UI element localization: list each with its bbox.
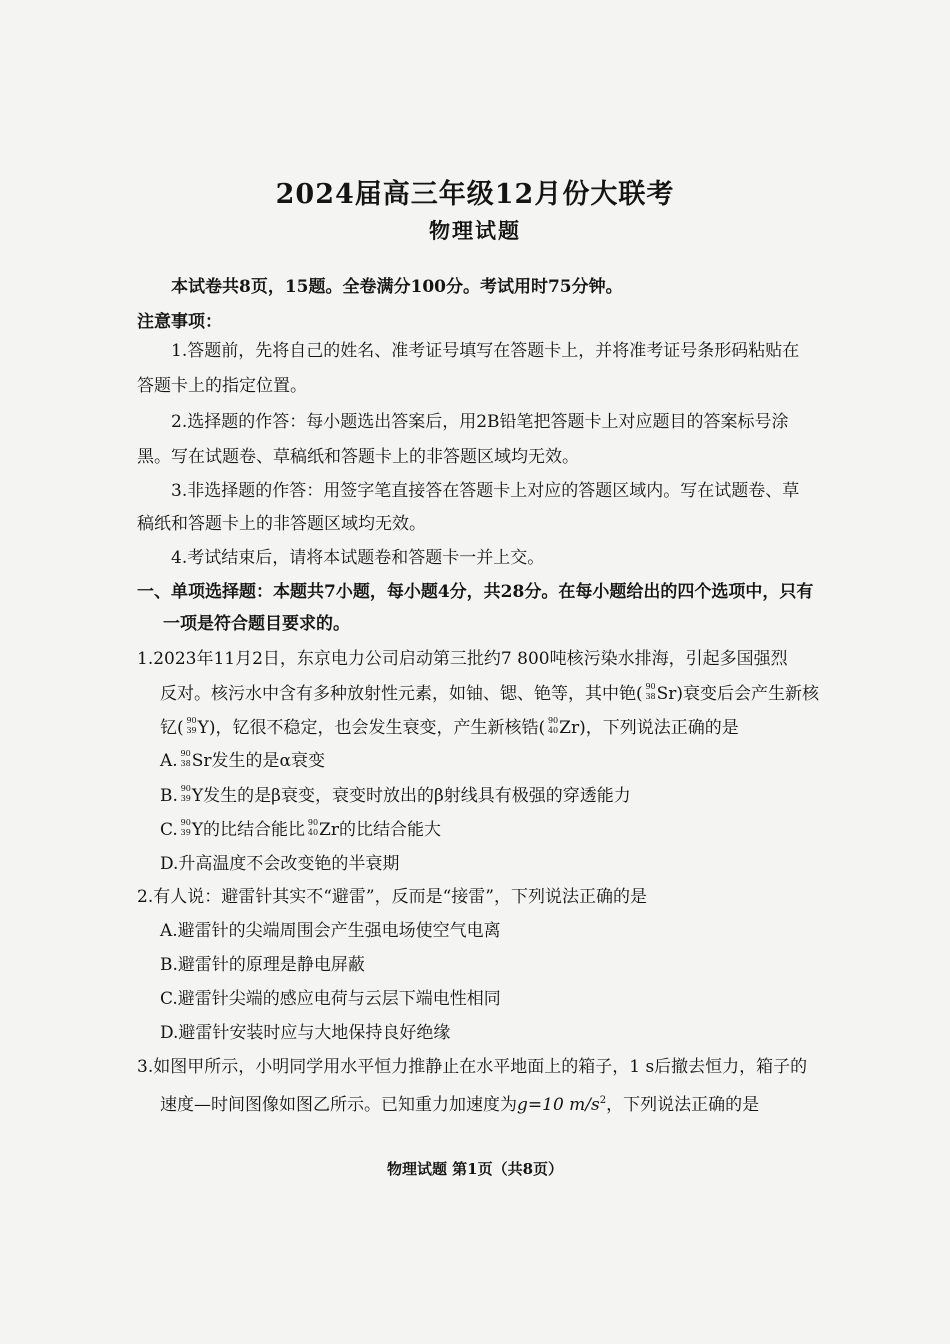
q1-stem-line-2: 反对。核污水中含有多种放射性元素，如铀、锶、铯等，其中铯( 90 38 Sr)衰变后会产生新核	[160, 682, 820, 704]
q2-stem: 2.有人说：避雷针其实不“避雷”，反而是“接雷”，下列说法正确的是	[137, 887, 647, 907]
exam-info: 本试卷共8页，15题。全卷满分100分。考试用时75分钟。	[171, 277, 623, 297]
q3-stem-line-1: 3.如图甲所示，小明同学用水平恒力推静止在水平地面上的箱子，1 s后撤去恒力，箱子的	[137, 1057, 808, 1077]
notice-item-4: 4.考试结束后，请将本试题卷和答题卡一并上交。	[171, 548, 545, 568]
section-heading-cont: 一项是符合题目要求的。	[163, 614, 350, 634]
q1-stem-line-3: 钇( 90 39 Y)，钇很不稳定，也会发生衰变，产生新核锆( 90 40 Zr)，下列说法正确的是	[160, 716, 739, 738]
notice-item-2: 2.选择题的作答：每小题选出答案后，用2B铅笔把答题卡上对应题目的答案标号涂	[171, 412, 789, 432]
q2-option-a: A.避雷针的尖端周围会产生强电场使空气电离	[160, 921, 501, 941]
q1-option-d: D.升高温度不会改变铯的半衰期	[160, 854, 400, 874]
q2-option-d: D.避雷针安装时应与大地保持良好绝缘	[160, 1023, 451, 1043]
page-footer: 物理试题 第1页（共8页）	[386, 1160, 564, 1178]
q1-option-c: C. 90 39 Y的比结合能比 90 40 Zr的比结合能大	[160, 818, 441, 840]
notice-item-3-cont: 稿纸和答题卡上的非答题区域均无效。	[137, 514, 426, 534]
notice-item-1-cont: 答题卡上的指定位置。	[137, 376, 307, 396]
notice-item-2-cont: 黑。写在试题卷、草稿纸和答题卡上的非答题区域均无效。	[137, 447, 579, 467]
q1-option-a: A. 90 38 Sr发生的是α衰变	[160, 749, 325, 771]
notice-item-3: 3.非选择题的作答：用签字笔直接答在答题卡上对应的答题区域内。写在试题卷、草	[171, 481, 800, 501]
isotope-y: 90 39	[186, 716, 197, 735]
q1-stem-line-1: 1.2023年11月2日，东京电力公司启动第三批约7 800吨核污染水排海，引起多国强烈	[137, 649, 788, 669]
page-subtitle: 物理试题	[429, 218, 521, 243]
q1-option-b: B. 90 39 Y发生的是β衰变，衰变时放出的β射线具有极强的穿透能力	[160, 784, 631, 806]
notice-item-1: 1.答题前，先将自己的姓名、准考证号填写在答题卡上，并将准考证号条形码粘贴在	[171, 341, 800, 361]
isotope-zr: 90 40	[547, 716, 559, 735]
q3-stem-line-2: 速度—时间图像如图乙所示。已知重力加速度为g=10 $m/s^2$，下列说法正确的是	[160, 1095, 760, 1115]
q2-option-b: B.避雷针的原理是静电屏蔽	[160, 955, 365, 975]
q2-option-c: C.避雷针尖端的感应电荷与云层下端电性相同	[160, 989, 501, 1009]
section-heading: 一、单项选择题：本题共7小题，每小题4分，共28分。在每小题给出的四个选项中，只有	[137, 582, 814, 602]
page-title: 2024届高三年级12月份大联考	[275, 179, 675, 210]
isotope-sr: 90 38	[645, 682, 656, 701]
notice-heading: 注意事项：	[137, 312, 222, 332]
